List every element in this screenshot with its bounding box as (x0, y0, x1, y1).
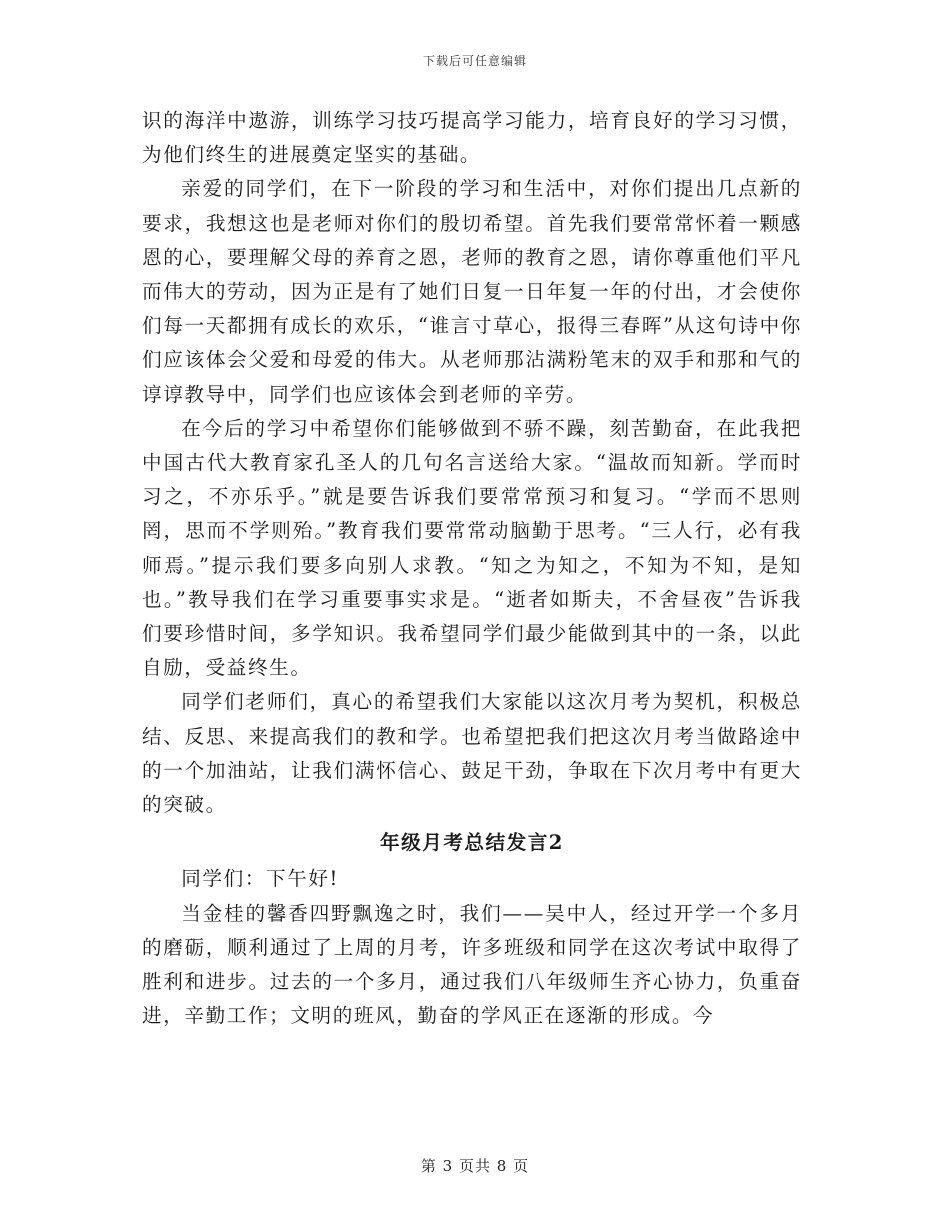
page-header: 下载后可任意编辑 (422, 54, 527, 68)
paragraph: 亲爱的同学们，在下一阶段的学习和生活中，对你们提出几点新的要求，我想这也是老师对你们的殷切希望。首先我们要常常怀着一颗感恩的心，要理解父母的养育之恩，老师的教育之恩，请你尊重他们平凡而伟大的劳动，因为正是有了她们日复一日年复一年的付出，才会使你们每一天都拥有成长的欢乐，“谁言寸草心，报得三春晖”从这句诗中你们应该体会父爱和母爱的伟大。从老师那沾满粉笔末的双手和那和气的谆谆教导中，同学们也应该体会到老师的辛劳。 (142, 177, 802, 406)
paragraph: 同学们老师们，真心的希望我们大家能以这次月考为契机，积极总结、反思、来提高我们的教和学。也希望把我们把这次月考当做路途中的一个加油站，让我们满怀信心、鼓足干劲，争取在下次月考中有更大的突破。 (142, 690, 802, 817)
page-number: 第 3 页共 8 页 (420, 1157, 530, 1175)
document-body (142, 104, 802, 1033)
paragraph: 当金桂的馨香四野飘逸之时，我们——吴中人，经过开学一个多月的磨砺，顺利通过了上周的月考，许多班级和同学在这次考试中取得了胜利和进步。过去的一个多月，通过我们八年级师生齐心协力，负重奋进，辛勤工作；文明的班风，勤奋的学风正在逐渐的形成。今 (142, 901, 802, 1028)
paragraph-continued: 识的海洋中遨游，训练学习技巧提高学习能力，培育良好的学习习惯，为他们终生的进展奠定坚实的基础。 (142, 109, 802, 167)
section-heading: 年级月考总结发言2 (380, 831, 564, 855)
greeting-line: 同学们：下午好! (181, 867, 340, 891)
paragraph: 在今后的学习中希望你们能够做到不骄不躁，刻苦勤奋，在此我把中国古代大教育家孔圣人的几句名言送给大家。“温故而知新。学而时习之，不亦乐乎。”就是要告诉我们要常常预习和复习。“学而不思则罔，思而不学则殆。”教育我们要常常动脑勤于思考。“三人行，必有我师焉。”提示我们要多向别人求教。“知之为知之，不知为不知，是知也。”教导我们在学习重要事实求是。“逝者如斯夫，不舍昼夜”告诉我们要珍惜时间，多学知识。我希望同学们最少能做到其中的一条，以此自励，受益终生。 (142, 416, 802, 680)
